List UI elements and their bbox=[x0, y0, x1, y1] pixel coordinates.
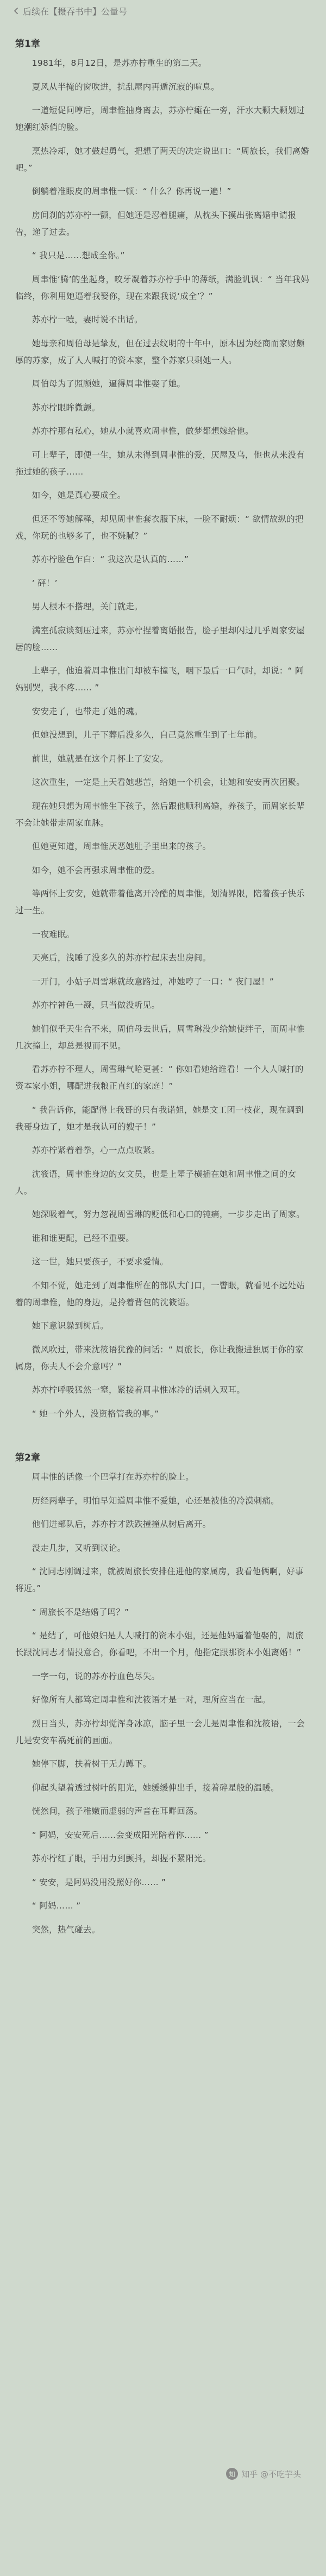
paragraph: 苏亦柠神色一凝，只当做没听见。 bbox=[32, 1000, 160, 1010]
paragraph: 一开门，小姑子周雪琳就故意路过，冲她哼了一口：“ 夜门屋！” bbox=[32, 976, 274, 987]
paragraph: 周伯母为了照顾她，逼得周聿惟娶了她。 bbox=[32, 379, 186, 389]
paragraph: ‘ 砰！’ bbox=[32, 578, 58, 588]
paragraph: 倒躺着准眼皮的周聿惟一顿：“ 什么？你再说一遍！” bbox=[32, 186, 231, 196]
paragraph: 历经两辈子，明怕早知道周聿惟不爱她，心还是被他的冷漠刺痛。 bbox=[32, 1495, 279, 1506]
paragraph: 她母亲和周伯母是挚友，但在过去纹明的十年中，原本因为经商而家财颇厚的苏家，成了人人喊打的资本家，整个苏家只剩她一人。 bbox=[15, 338, 305, 365]
header-title[interactable]: 后续在【摄吞书中】公量号 bbox=[23, 6, 128, 17]
paragraph: 苏亦柠一噎，妻时说不出话。 bbox=[32, 315, 143, 325]
paragraph: 突然，热气碰去。 bbox=[32, 1924, 101, 1935]
paragraph: 烹热冷却，她才鼓起勇气，把想了两天的决定说出口：“周旅长，我们离婚吧。” bbox=[15, 146, 310, 173]
paragraph: 满室孤寂谈刻压过来，苏亦柠捏着离婚报告，脸子里却闪过几乎周家安屋居的脸…… bbox=[15, 625, 305, 652]
paragraph: 这一世，她只要孩子，不要求爱情。 bbox=[32, 1257, 168, 1267]
paragraph: 苏亦柠那有私心，她从小就喜欢周聿惟，做梦都想嫁给他。 bbox=[32, 426, 254, 436]
paragraph: 等两怀上安安，她就带着他离开冷酷的周聿惟，划清界限，陪着孩子快乐过一生。 bbox=[15, 889, 305, 915]
paragraph: 苏亦柠紧着着拳，心一点点收紧。 bbox=[32, 1145, 160, 1155]
back-chevron-icon[interactable] bbox=[12, 7, 21, 15]
paragraph: 好像所有人都笃定周聿惟和沈筱语才是一对，理所应当在一起。 bbox=[32, 1695, 271, 1705]
paragraph: “ 我只是……想成全你。” bbox=[32, 251, 125, 260]
paragraph: 男人根本不搭理，关门就走。 bbox=[32, 602, 143, 612]
paragraph: 她深吸着气，努力忽视周雪琳的贬低和心口的钝痛，一步步走出了周家。 bbox=[32, 1209, 305, 1219]
paragraph: 恍然间，孩子稚嫩而虚弱的声音在耳畔回荡。 bbox=[32, 1806, 203, 1816]
paragraph: 不知不觉，她走到了周聿惟所在的部队大门口，一瞥眼，就看见不远处站着的周聿惟，他的身边，是拎着背包的沈筱语。 bbox=[15, 1280, 305, 1307]
paragraph: 天亮后，浅睡了没多久的苏亦柠起床去出房间。 bbox=[32, 953, 211, 963]
paragraph: 周聿惟‘腾’的坐起身，咬牙凝着苏亦柠手中的薄纸，满脸讥讽：“ 当年我妈临终，你利用她逼着我娶你，现在来跟我说‘成全’？” bbox=[15, 274, 310, 301]
paragraph: 一字一句，说的苏亦柠血色尽失。 bbox=[32, 1671, 160, 1681]
paragraph: 但她更知道，周聿惟厌恶她肚子里出来的孩子。 bbox=[32, 841, 211, 851]
paragraph: 但还不等她解释，却见周聿惟套衣服下床，一脸不耐烦：“ 欲情故纵的把戏，你玩的也够多了，也不嫌腻？” bbox=[15, 514, 304, 541]
paragraph: “ 阿妈，安安死后……会变成阳光陪着你…… ” bbox=[32, 1830, 209, 1840]
chapter-divider bbox=[15, 1429, 311, 1440]
paragraph: 如今，她是真心要成全。 bbox=[32, 490, 126, 500]
paragraph: “ 阿妈…… ” bbox=[32, 1901, 81, 1911]
watermark-text: 知乎 @不吃芋头 bbox=[241, 2469, 301, 2479]
reader-content bbox=[0, 22, 326, 1938]
paragraph: 她们似乎天生合不来，周伯母去世后，周雪琳没少给她使绊子，而周聿惟几次撞上，却总是视而不见。 bbox=[15, 1024, 305, 1051]
paragraph: “ 沈同志刚调过来，就被周旅长安排住进他的家属房，我看他俩啊，好事将近。” bbox=[15, 1567, 304, 1593]
paragraph: “ 安安，是阿妈没用没照好你…… ” bbox=[32, 1877, 166, 1887]
paragraph: 沈筱语，周聿惟身边的女文员，也是上辈子横插在她和周聿惟之间的女人。 bbox=[15, 1169, 297, 1196]
watermark bbox=[226, 2468, 301, 2480]
paragraph: 烈日当头，苏亦柠却觉浑身冰凉，脑子里一会儿是周聿惟和沈筱语，一会儿是安安车祸死前的画面。 bbox=[15, 1718, 305, 1745]
paragraph: “ 她一个外人，没资格管我的事。” bbox=[32, 1408, 159, 1419]
paragraph: 1981年，8月12日，是苏亦柠重生的第二天。 bbox=[32, 58, 207, 68]
paragraph: 房间刹的苏亦柠一颤，但她还是忍着腿痛，从枕头下摸出张离婚申请报告，递了过去。 bbox=[15, 210, 297, 237]
paragraph: 微风吹过，带来沈筱语犹豫的问话：“ 周旅长，你让我搬进独属于你的家属房，你夫人不会介意吗？” bbox=[15, 1344, 304, 1371]
chapter-2-title: 第2章 bbox=[15, 1452, 40, 1463]
paragraph: 现在她只想为周聿惟生下孩子，然后跟他顺利离婚，养孩子，而周家长辈不会让她带走周家血脉。 bbox=[15, 801, 305, 828]
chapter-2-body bbox=[15, 1469, 311, 1938]
chapter-1-title: 第1章 bbox=[15, 39, 40, 49]
zhihu-logo-icon: 知 bbox=[226, 2468, 238, 2480]
paragraph: 一夜难眠。 bbox=[32, 929, 75, 939]
paragraph: 他们进部队后，苏亦柠才跌跌撞撞从树后离开。 bbox=[32, 1519, 211, 1529]
chapter-1-body bbox=[15, 55, 311, 1423]
paragraph: 周聿惟的话像一个巴掌打在苏亦柠的脸上。 bbox=[32, 1472, 194, 1482]
paragraph: “ 我告诉你，能配得上我哥的只有我诺姐，她是文工团一枝花，现在调到我哥身边了，她才是我认可的嫂子！” bbox=[15, 1105, 304, 1132]
paragraph: 苏亦柠眼眸微颤。 bbox=[32, 402, 101, 413]
paragraph: 她停下脚，扶着树干无力蹲下。 bbox=[32, 1759, 152, 1769]
paragraph: 如今，她不会再强求周聿惟的爱。 bbox=[32, 865, 160, 875]
paragraph: 苏亦柠红了眼，手用力到颤抖，却握不紧阳光。 bbox=[32, 1854, 211, 1863]
paragraph: 前世，她就是在这个月怀上了安安。 bbox=[32, 753, 168, 764]
paragraph: 这次重生，一定是上天看她悲苦，给她一个机会，让她和安安再次团聚。 bbox=[32, 777, 305, 787]
paragraph: 苏亦柠呼吸猛然一窒，紧接着周聿惟冰冷的话刺入双耳。 bbox=[32, 1385, 246, 1395]
paragraph: 夏风从半掩的窗吹进，扰乱屋内再遁沉寂的喧息。 bbox=[32, 82, 220, 92]
paragraph: 苏亦柠脸色乍白：“ 我这次是认真的……” bbox=[32, 554, 189, 564]
paragraph: 但她没想到，儿子下葬后没多久，自己竟然重生到了七年前。 bbox=[32, 730, 262, 740]
paragraph: “ 周旅长不是结婚了吗？” bbox=[32, 1607, 129, 1617]
paragraph: 没走几步，又听到议论。 bbox=[32, 1543, 126, 1553]
paragraph: 上辈子，他追着周聿惟出门却被车撞飞，咽下最后一口气时，却说：“ 阿妈别哭，我不疼…… ” bbox=[15, 666, 304, 693]
paragraph: 安安走了，也带走了她的魂。 bbox=[32, 706, 143, 716]
paragraph: 她下意识躲到树后。 bbox=[32, 1321, 109, 1331]
paragraph: 看苏亦柠不理人，周雪琳气哈更甚：“ 你如看她给谁看！一个人人喊打的资本家小姐，哪配进我粮正直红的家庭！” bbox=[15, 1064, 304, 1091]
paragraph: 可上辈子，即便一生，她从未得到周聿惟的爱，厌屋及乌，他也从来没有拖过她的孩子…… bbox=[15, 450, 305, 477]
paragraph: 仰起头望着透过树叶的阳光，她缓缓伸出手，接着碎星般的温暖。 bbox=[32, 1782, 279, 1793]
top-bar bbox=[0, 0, 326, 22]
paragraph: 谁和谁更配，已经不重要。 bbox=[32, 1233, 135, 1243]
paragraph: “ 是结了，可他娘妇是人人喊打的资本小姐，还是他妈逼着他娶的，周旅长跟沈同志才情投意合，你看吧，不出一个月，他指定跟那资本小姐离婚！” bbox=[15, 1631, 304, 1657]
paragraph: 一道短促问哼后，周聿惟抽身离去，苏亦柠瘫在一旁，汗水大颗大颗划过她潮红娇俏的脸。 bbox=[15, 105, 305, 132]
